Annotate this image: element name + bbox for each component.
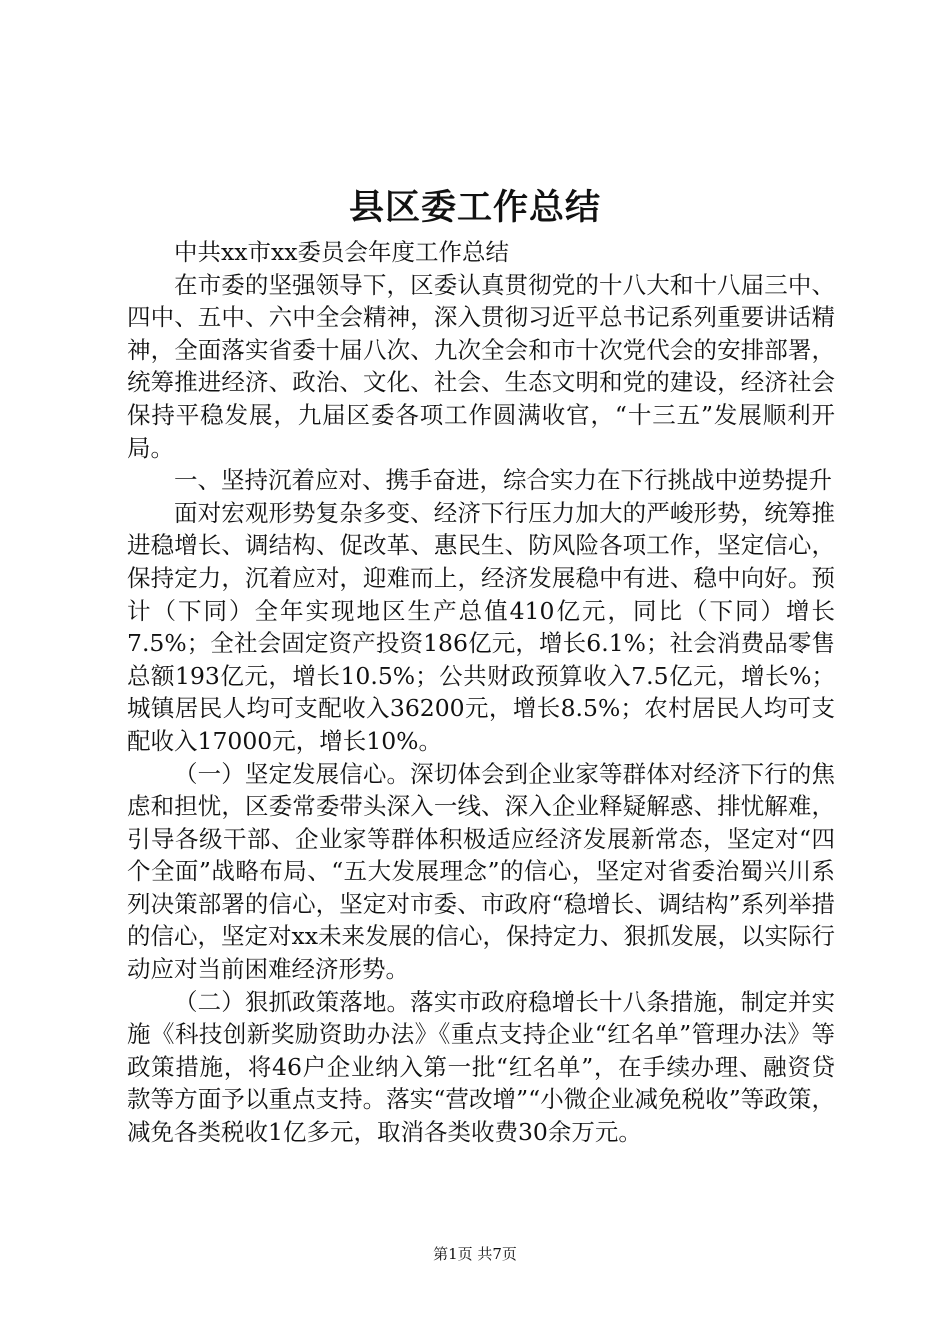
document-body — [127, 236, 835, 1149]
document-title: 县区委工作总结 — [348, 187, 601, 228]
subtitle-paragraph: 中共xx市xx委员会年度工作总结 — [174, 238, 510, 266]
confidence-paragraph: （一）坚定发展信心。深切体会到企业家等群体对经济下行的焦虑和担忧，区委常委带头深入一线、深入企业释疑解惑、排忧解难，引导各级干部、企业家等群体积极适应经济发展新常态，坚定对“四个全面”战略布局、“五大发展理念”的信心，坚定对省委治蜀兴川系列决策部署的信心，坚定对市委、市政府“稳增长、调结构”系列举措的信心，坚定对xx未来发展的信心，保持定力、狠抓发展，以实际行动应对当前困难经济形势。 — [127, 759, 836, 984]
page-footer: 第1页 共7页 — [433, 1245, 517, 1263]
economy-paragraph: 面对宏观形势复杂多变、经济下行压力加大的严峻形势，统筹推进稳增长、调结构、促改革、惠民生、防风险各项工作，坚定信心，保持定力，沉着应对，迎难而上，经济发展稳中有进、稳中向好。预计（下同）全年实现地区生产总值410亿元，同比（下同）增长7.5%；全社会固定资产投资186亿元，增长6.1%；社会消费品零售总额193亿元，增长10.5%；公共财政预算收入7.5亿元，增长%；城镇居民人均可支配收入36200元，增长8.5%；农村居民人均可支配收入17000元，增长10%。 — [127, 498, 835, 755]
section-heading: 一、坚持沉着应对、携手奋进，综合实力在下行挑战中逆势提升 — [174, 466, 832, 495]
intro-paragraph: 在市委的坚强领导下，区委认真贯彻党的十八大和十八届三中、四中、五中、六中全会精神，深入贯彻习近平总书记系列重要讲话精神，全面落实省委十届八次、九次全会和市十次党代会的安排部署，统筹推进经济、政治、文化、社会、生态文明和党的建设，经济社会保持平稳发展，九届区委各项工作圆满收官，“十三五”发展顺利开局。 — [127, 270, 835, 462]
policy-paragraph: （二）狠抓政策落地。落实市政府稳增长十八条措施，制定并实施《科技创新奖励资助办法》《重点支持企业“红名单”管理办法》等政策措施，将46户企业纳入第一批“红名单”，在手续办理、融资贷款等方面予以重点支持。落实“营改增”“小微企业减免税收”等政策，减免各类税收1亿多元，取消各类收费30余万元。 — [127, 987, 835, 1147]
